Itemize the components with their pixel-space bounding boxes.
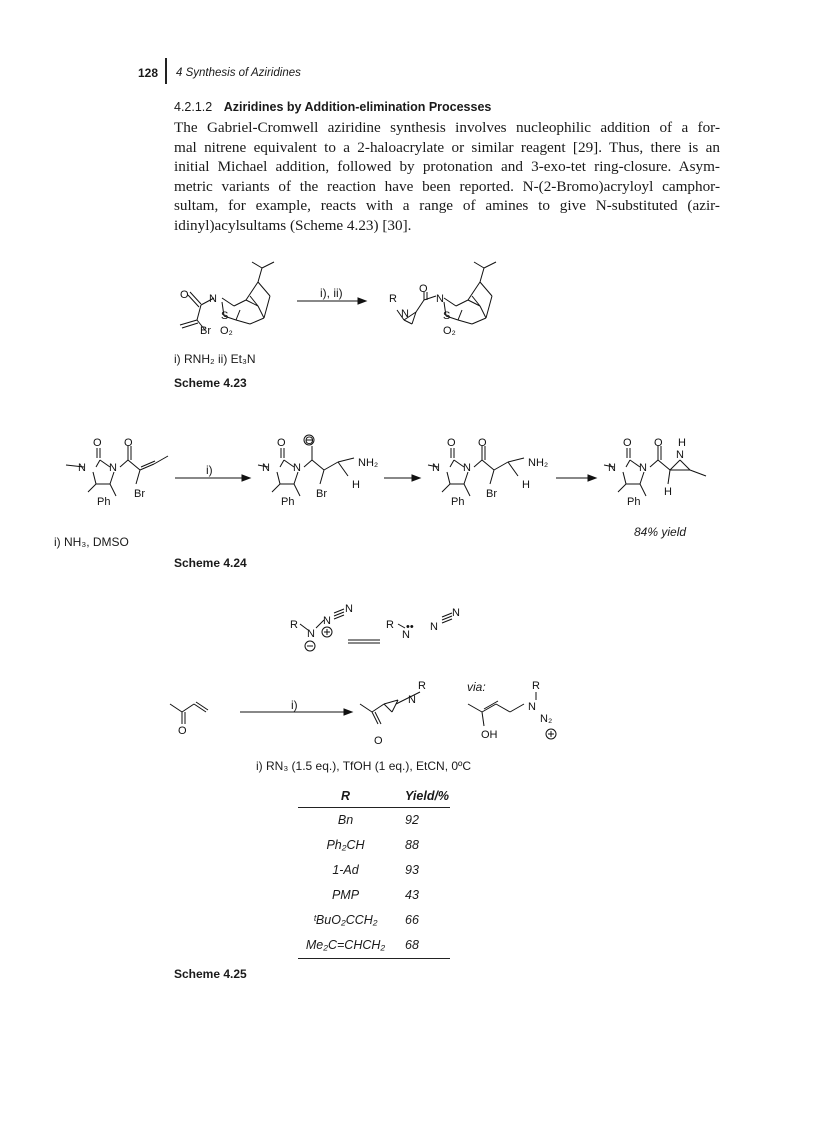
paragraph-line: The Gabriel-Cromwell aziridine synthesis involves nucleophilic addition of a for- [174,119,720,136]
chapter-title: 4 Synthesis of Aziridines [176,67,301,79]
svg-text:••: •• [406,621,414,633]
svg-text:O: O [478,437,487,449]
svg-text:R: R [532,680,540,692]
svg-text:N: N [78,462,86,474]
atom-label: S [443,310,451,322]
table-cell-r: Bn [337,812,354,827]
svg-text:N: N [463,462,471,474]
column-header-yield: Yield/% [391,787,450,808]
table-cell-yield: 68 [391,933,450,959]
svg-text:O: O [178,725,187,737]
svg-text:O: O [623,437,632,449]
svg-text:R: R [290,619,298,631]
table-cell-yield: 92 [405,812,419,827]
scheme-4-25-conditions: i) RN₃ (1.5 eq.), TfOH (1 eq.), EtCN, 0ºC [256,759,472,773]
svg-text:N: N [608,462,616,474]
scheme-4-24-yield-note: 84% yield [634,525,687,539]
svg-text:N: N [452,607,460,619]
scheme-4-25-via-label: via: [467,680,486,694]
table-header-row [298,787,450,808]
table-row [298,933,450,959]
svg-text:O: O [305,435,314,447]
table-cell-yield: 93 [405,862,419,877]
table-row [298,833,450,858]
table-cell-r: PMP [331,887,360,902]
scheme-4-24-caption: Scheme 4.24 [174,556,247,570]
table-cell-yield: 88 [405,837,419,852]
svg-text:N: N [345,603,353,615]
table-cell-r: Me₂C=CHCH₂ [298,933,391,959]
column-header-r: R [298,787,391,808]
paragraph-line: mal nitrene equivalent to a 2-haloacrylate or similar reagent [29]. Thus, there is an [174,138,720,156]
table-cell-r: Ph₂CH [326,837,365,852]
atom-label: Br [200,325,211,337]
paragraph-line: idinyl)acylsultams (Scheme 4.23) [30]. [174,216,412,234]
table-row [298,858,450,883]
svg-text:O: O [93,437,102,449]
table-row [298,908,450,933]
svg-text:O: O [374,735,383,747]
atom-label: O [419,283,428,295]
svg-text:N: N [676,449,684,461]
svg-text:Ph: Ph [627,496,641,508]
svg-text:O: O [124,437,133,449]
svg-text:N: N [639,462,647,474]
svg-text:NH₂: NH₂ [358,457,379,469]
svg-text:Br: Br [486,488,497,500]
svg-text:R: R [386,619,394,631]
svg-text:N: N [432,462,440,474]
svg-text:O: O [277,437,286,449]
atom-label: R [389,293,397,305]
table-cell-yield: 66 [405,912,419,927]
svg-text:O: O [654,437,663,449]
scheme-4-25-arrow-label: i) [291,698,298,712]
svg-text:R: R [418,680,426,692]
section-number: 4.2.1.2 [174,100,213,114]
atom-label: N [209,293,217,305]
carbonyl-bond [190,292,201,304]
svg-text:N: N [430,621,438,633]
svg-text:H: H [678,437,686,449]
svg-text:N: N [323,615,331,627]
svg-text:H: H [664,486,672,498]
svg-text:N₂: N₂ [540,713,553,725]
svg-text:Ph: Ph [451,496,465,508]
table-row [298,808,450,834]
yield-table [298,787,450,959]
section-title: Aziridines by Addition-elimination Processes [223,100,492,114]
svg-text:H: H [352,479,360,491]
scheme-4-24-conditions: i) NH₃, DMSO [54,535,129,549]
svg-text:N: N [307,628,315,640]
atom-label: N [401,308,409,320]
svg-text:Ph: Ph [281,496,295,508]
svg-text:Br: Br [316,488,327,500]
svg-text:N: N [408,694,416,706]
atom-label: S [221,310,229,322]
table-row [298,883,450,908]
scheme-4-23-arrow-label: i), ii) [320,286,343,300]
table-cell-r: 1-Ad [332,862,359,877]
paragraph-line: initial Michael addition, followed by protonation and 3-exo-tet ring-closure. Asym- [174,158,720,176]
svg-text:OH: OH [481,729,498,741]
svg-text:N: N [262,462,270,474]
svg-text:N: N [109,462,117,474]
scheme-4-24-arrow-label: i) [206,463,213,477]
svg-text:N: N [293,462,301,474]
svg-text:NH₂: NH₂ [528,457,549,469]
atom-label: O₂ [220,325,233,337]
paragraph-line: sultam, for example, reacts with a range of amines to give N-substituted (azir- [174,197,720,215]
atom-label: O₂ [443,325,456,337]
scheme-4-23-caption: Scheme 4.23 [174,376,247,390]
scheme-4-25-caption: Scheme 4.25 [174,967,247,981]
atom-label: N [436,293,444,305]
atom-label: O [180,289,189,301]
page-number: 128 [138,66,159,80]
paragraph-line: metric variants of the reaction have been reported. N-(2-Bromo)acryloyl camphor- [174,177,720,195]
table-cell-yield: 43 [405,887,419,902]
scheme-4-23-conditions: i) RNH₂ ii) Et₃N [174,352,256,366]
svg-text:O: O [447,437,456,449]
svg-text:Ph: Ph [97,496,111,508]
svg-text:N: N [402,629,410,641]
table-cell-r: ᵗBuO₂CCH₂ [313,912,378,927]
svg-text:N: N [528,701,536,713]
svg-text:Br: Br [134,488,145,500]
svg-text:H: H [522,479,530,491]
